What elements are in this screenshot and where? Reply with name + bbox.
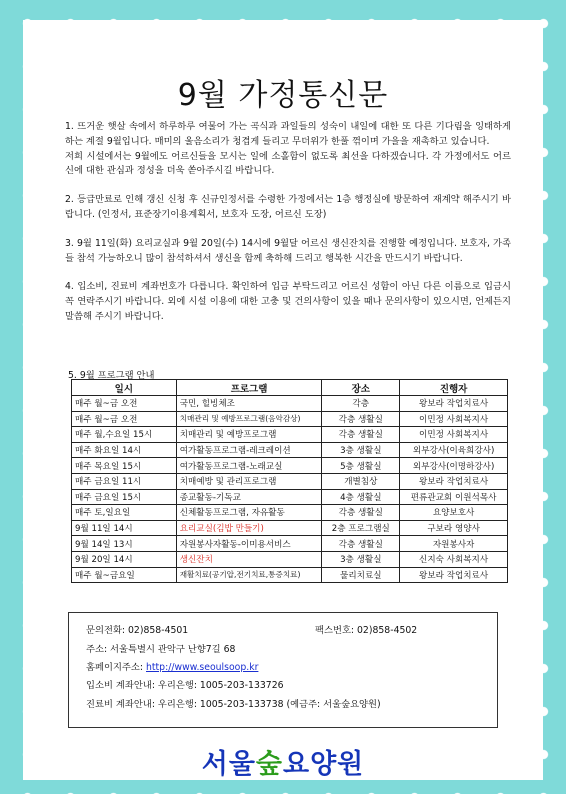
- header-host: 진행자: [400, 380, 508, 396]
- cell-host: 편류관교회 이원석목사: [400, 489, 508, 505]
- cell-host: 구보라 영양사: [400, 520, 508, 536]
- cell-place: 각층 생활실: [322, 427, 400, 443]
- cell-program: 치매관리 및 예방프로그램(음악감상): [176, 411, 322, 427]
- cell-datetime: 9월 20일 14시: [72, 551, 177, 567]
- cell-host: 외부강사(이육희강사): [400, 442, 508, 458]
- header-program: 프로그램: [176, 380, 322, 396]
- cell-program: 자원봉사자활동-이미용서비스: [176, 536, 322, 552]
- table-row: [72, 551, 508, 567]
- table-row: [72, 567, 508, 583]
- cell-place: 2층 프로그램실: [322, 520, 400, 536]
- table-row: [72, 442, 508, 458]
- paragraph-4: 4. 입소비, 진료비 계좌번호가 다릅니다. 확인하여 입금 부탁드리고 어르신 성함이 아닌 다른 이름으로 입금시 꼭 연락주시기 바랍니다. 외에 시설 이용에 대한 고충 및 건의사항이 있을 때나 문의사항이 있으시면, 언제든지 말씀해 주시기 바랍니다.: [65, 281, 511, 322]
- table-row: [72, 536, 508, 552]
- cell-datetime: 매주 월~금 오전: [72, 396, 177, 412]
- table-row: [72, 427, 508, 443]
- newsletter-page: [23, 20, 543, 780]
- homepage-label: 홈페이지주소:: [86, 662, 144, 673]
- logo-text-part1: 서울: [201, 749, 256, 780]
- cell-place: 5층 생활실: [322, 458, 400, 474]
- logo-leaf-text: 숲: [255, 749, 283, 780]
- cell-datetime: 매주 월,수요일 15시: [72, 427, 177, 443]
- table-row: [72, 458, 508, 474]
- program-table: [71, 379, 508, 583]
- header-place: 장소: [322, 380, 400, 396]
- paragraph-1a: 1. 뜨거운 햇살 속에서 하루하루 여물어 가는 곡식과 과일들의 성숙이 내일에 대한 또 다른 기다림을 잉태하게 하는 계절 9월입니다. 매미의 울음소리가 청겹게 들리고 무더위가 한풀 꺾이며 가을을 재촉하고 있습니다.: [65, 121, 511, 147]
- table-row: [72, 396, 508, 412]
- cell-host: 왕보라 작업치료사: [400, 567, 508, 583]
- cell-host: 왕보라 작업치료사: [400, 396, 508, 412]
- cell-datetime: 매주 토,일요일: [72, 505, 177, 521]
- contact-box: [68, 612, 498, 728]
- cell-program: 신체활동프로그램, 자유활동: [176, 505, 322, 521]
- table-row: [72, 473, 508, 489]
- contact-homepage: [86, 659, 258, 673]
- logo-text-part3: 요양원: [283, 749, 365, 780]
- cell-program: 치매관리 및 예방프로그램: [176, 427, 322, 443]
- newsletter-body: [65, 120, 511, 339]
- table-row: [72, 411, 508, 427]
- contact-medical-account: 진료비 계좌안내: 우리은행: 1005-203-133738 (예금주: 서울숲요양원): [86, 699, 381, 710]
- page-title: 9월 가정통신문: [177, 78, 389, 113]
- table-row: [72, 489, 508, 505]
- cell-host: 신지숙 사회복지사: [400, 551, 508, 567]
- cell-place: 각층 생활실: [322, 536, 400, 552]
- cell-place: 3층 생활실: [322, 442, 400, 458]
- cell-host: 외부강사(이명하강사): [400, 458, 508, 474]
- cell-program: 여가활동프로그램-노래교실: [176, 458, 322, 474]
- table-row: [72, 505, 508, 521]
- contact-phone: 문의전화: 02)858-4501: [86, 625, 189, 636]
- cell-host: 왕보라 작업치료사: [400, 473, 508, 489]
- cell-datetime: 매주 금요일 15시: [72, 489, 177, 505]
- cell-datetime: 매주 월~금요일: [72, 567, 177, 583]
- cell-place: 3층 생활실: [322, 551, 400, 567]
- cell-datetime: 매주 월~금 오전: [72, 411, 177, 427]
- cell-place: 각층 생활실: [322, 411, 400, 427]
- paragraph-2: 2. 등급만료로 인해 갱신 신청 후 신규인정서를 수령한 가정에서는 1층 행정실에 방문하여 재계약 해주시기 바랍니다. (인정서, 표준장기이용계획서, 보호자 도장, 어르신 도장): [65, 194, 511, 220]
- contact-admission-account: 입소비 계좌안내: 우리은행: 1005-203-133726: [86, 680, 284, 691]
- cell-program: 여가활동프로그램-레크레이션: [176, 442, 322, 458]
- cell-host: 자원봉사자: [400, 536, 508, 552]
- table-header-row: [72, 380, 508, 396]
- cell-host: 요양보호사: [400, 505, 508, 521]
- cell-place: 물리치료실: [322, 567, 400, 583]
- contact-fax: 팩스번호: 02)858-4502: [315, 625, 418, 636]
- paragraph-3: 3. 9월 11일(화) 요리교실과 9월 20일(수) 14시에 9월달 어르신 생신잔치를 진행할 예정입니다. 보호자, 가족들 참석 가능하오니 많이 참석하셔서 생신을 함께 축하해 드리고 행복한 시간을 만드시기 바랍니다.: [65, 237, 511, 264]
- cell-datetime: 9월 14일 13시: [72, 536, 177, 552]
- cell-datetime: 매주 화요일 14시: [72, 442, 177, 458]
- cell-program: 재활치료(공기압,전기치료,통증치료): [176, 567, 322, 583]
- cell-program: 국민, 힐빙체조: [176, 396, 322, 412]
- organization-logo: [23, 742, 543, 781]
- program-heading: 5. 9월 프로그램 안내: [68, 370, 155, 381]
- cell-place: 각층 생활실: [322, 505, 400, 521]
- cell-host: 이민정 사회복지사: [400, 427, 508, 443]
- header-datetime: 일시: [72, 380, 177, 396]
- cell-program-highlight: 요리교실(김밥 만들기): [176, 520, 322, 536]
- cell-program: 치매예방 및 관리프로그램: [176, 473, 322, 489]
- cell-datetime: 매주 목요일 15시: [72, 458, 177, 474]
- cell-program: 종교활동-기독교: [176, 489, 322, 505]
- homepage-link[interactable]: http://www.seoulsoop.kr: [146, 662, 259, 673]
- cell-host: 이민정 사회복지사: [400, 411, 508, 427]
- cell-place: 개별침상: [322, 473, 400, 489]
- cell-place: 각층: [322, 396, 400, 412]
- contact-address: 주소: 서울특별시 관악구 난향7길 68: [86, 644, 236, 655]
- cell-datetime: 9월 11일 14시: [72, 520, 177, 536]
- cell-place: 4층 생활실: [322, 489, 400, 505]
- paragraph-1b: 저희 시설에서는 9월에도 어르신들을 모시는 일에 소홀함이 없도록 최선을 다하겠습니다. 각 가정에서도 어르신에 대한 관심과 정성을 더욱 쏟아주시길 바랍니다.: [65, 150, 511, 177]
- table-row: [72, 520, 508, 536]
- cell-datetime: 매주 금요일 11시: [72, 473, 177, 489]
- cell-program-highlight: 생신잔치: [176, 551, 322, 567]
